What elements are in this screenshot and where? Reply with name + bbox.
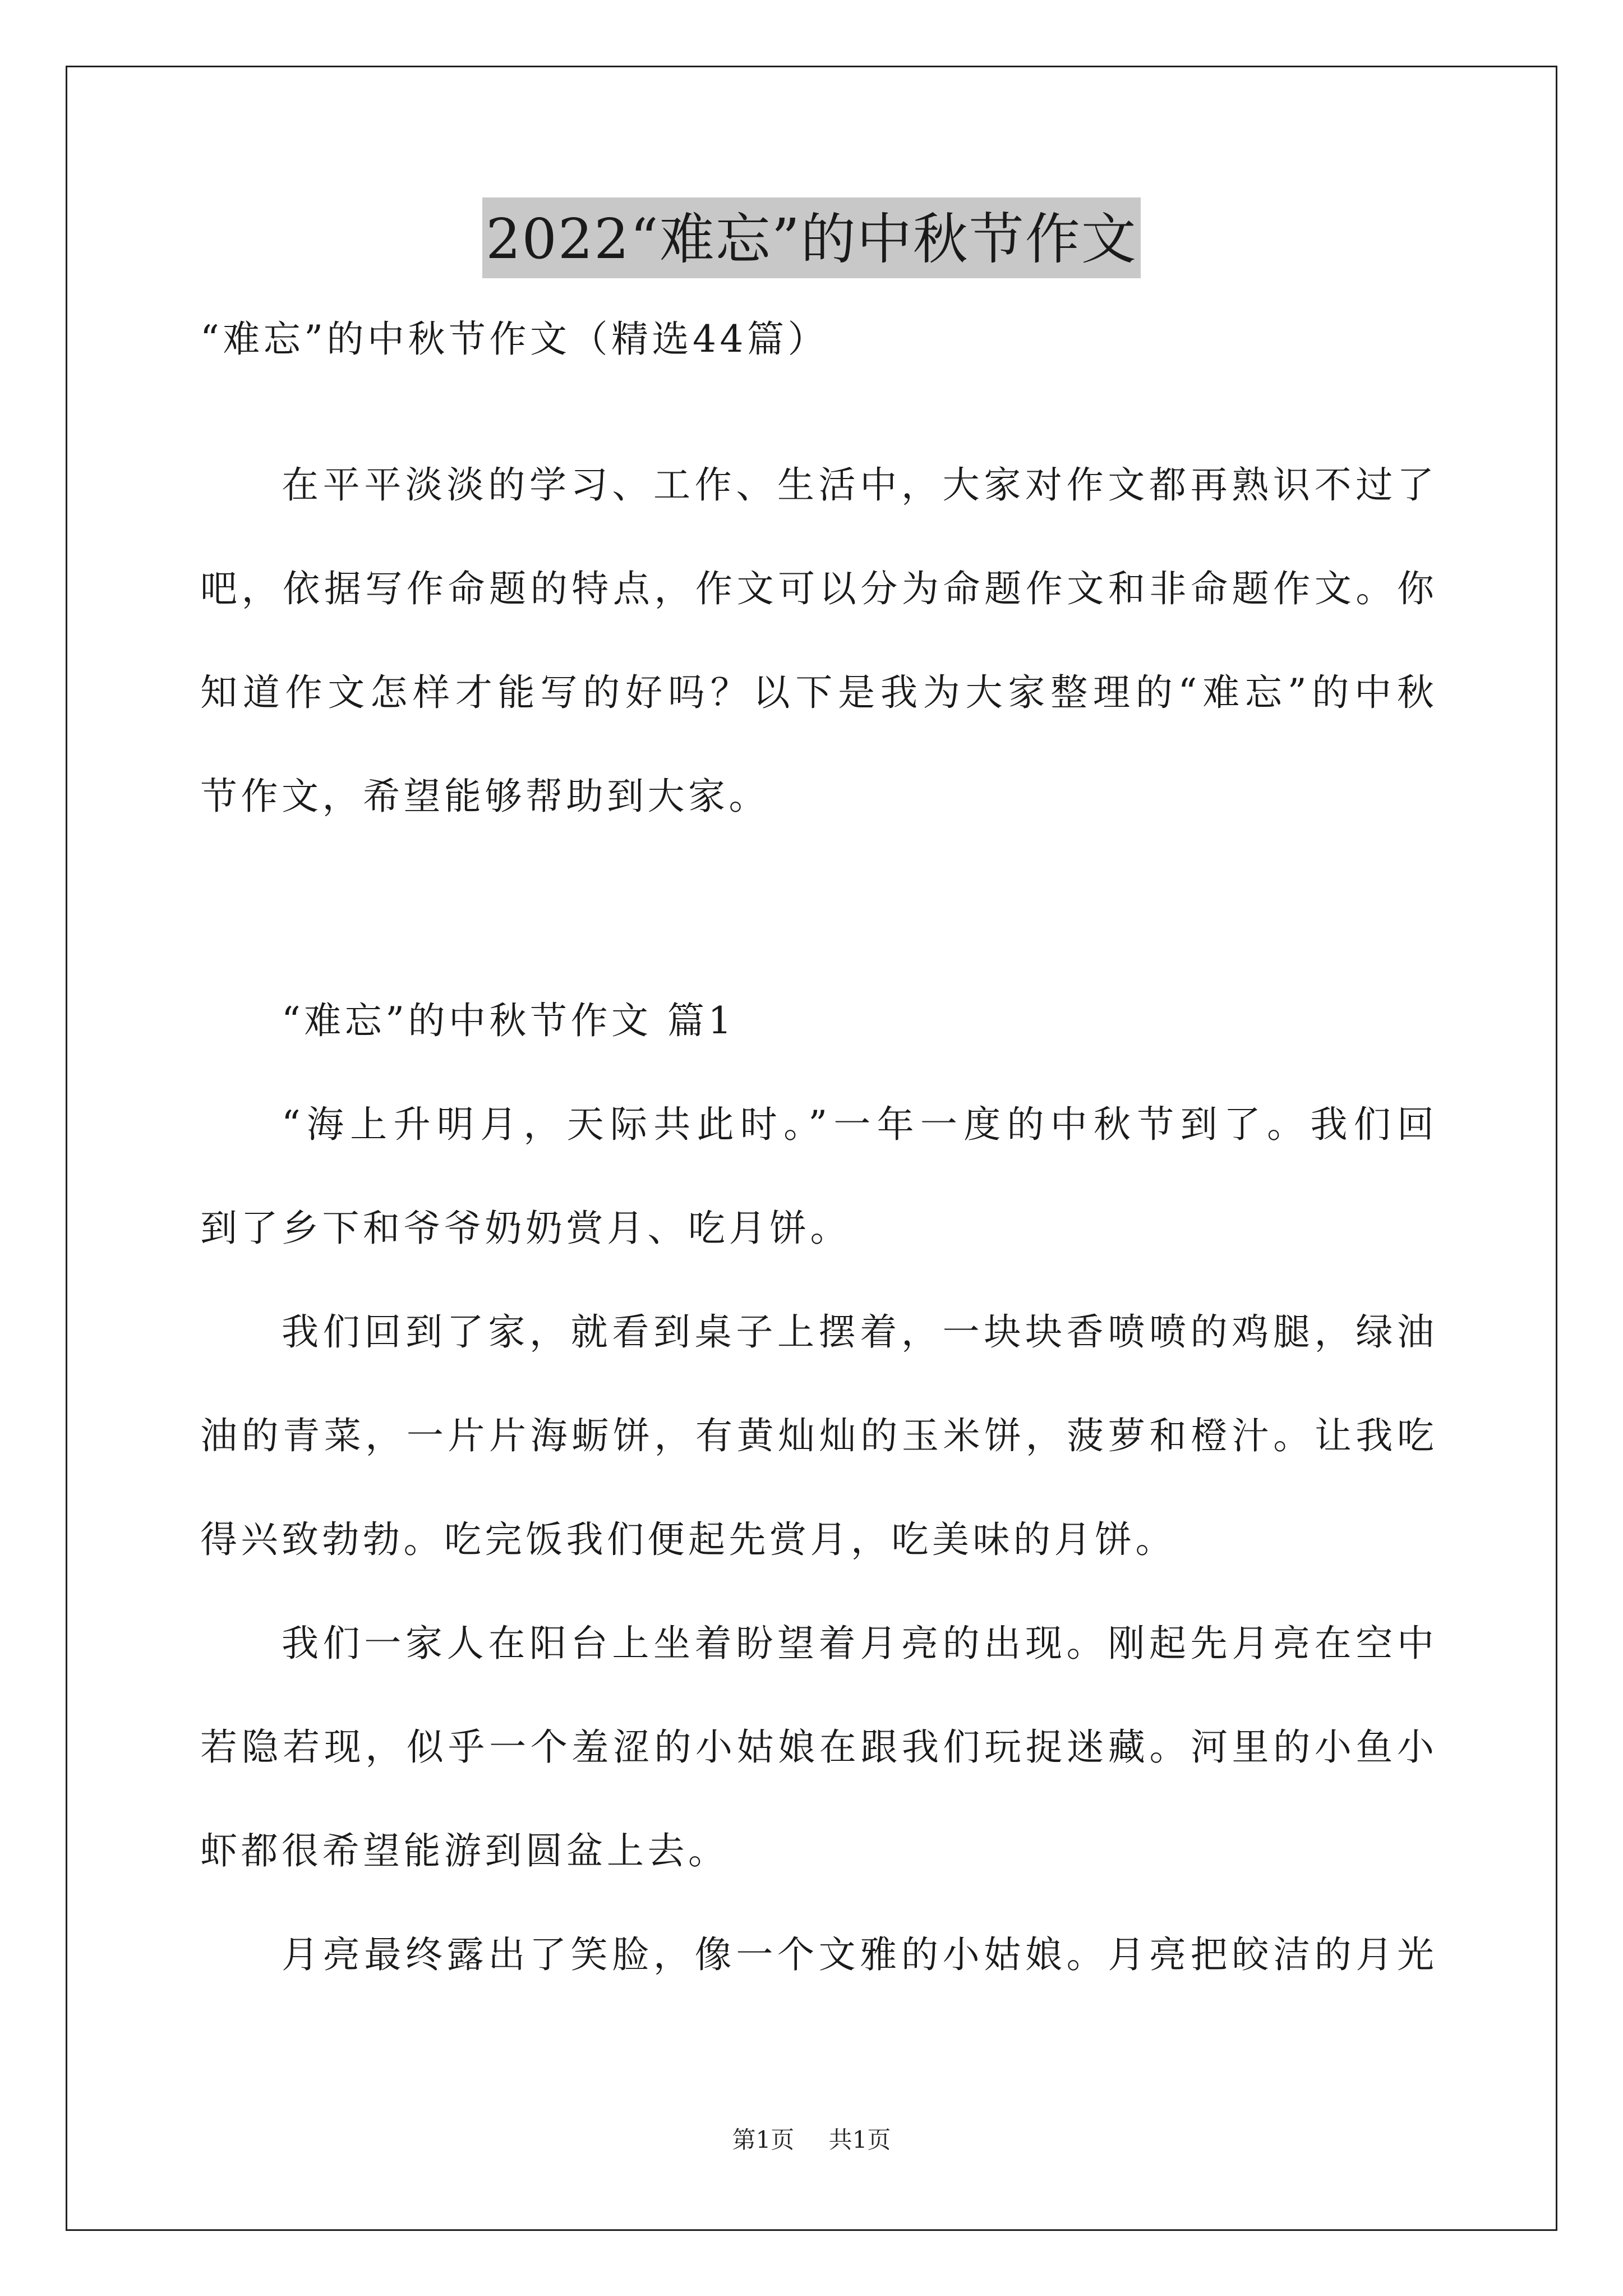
paragraph-line: 若隐若现，似乎一个羞涩的小姑娘在跟我们玩捉迷藏。河里的小鱼小 bbox=[200, 1726, 1434, 1769]
paragraph-line: 我们一家人在阳台上坐着盼望着月亮的出现。刚起先月亮在空中 bbox=[282, 1622, 1434, 1665]
intro-line: 在平平淡淡的学习、工作、生活中，大家对作文都再熟识不过了 bbox=[282, 463, 1434, 507]
page-number-total: 共1页 bbox=[828, 2126, 891, 2154]
paragraph-line: “海上升明月，天际共此时。”一年一度的中秋节到了。我们回 bbox=[282, 1103, 1434, 1146]
intro-line: 节作文，希望能够帮助到大家。 bbox=[200, 775, 769, 818]
document-subtitle: “难忘”的中秋节作文（精选44篇） bbox=[200, 318, 828, 361]
paragraph-line: 油的青菜，一片片海蛎饼，有黄灿灿的玉米饼，菠萝和橙汁。让我吃 bbox=[200, 1414, 1434, 1457]
paragraph-line: 虾都很希望能游到圆盆上去。 bbox=[200, 1829, 729, 1872]
document-title: 2022“难忘”的中秋节作文 bbox=[482, 197, 1141, 278]
page-number-current: 第1页 bbox=[732, 2126, 795, 2154]
intro-line: 吧，依据写作命题的特点，作文可以分为命题作文和非命题作文。你 bbox=[200, 567, 1434, 610]
page-footer bbox=[0, 2124, 1623, 2156]
section-heading: “难忘”的中秋节作文 篇1 bbox=[282, 999, 735, 1042]
paragraph-line: 我们回到了家，就看到桌子上摆着，一块块香喷喷的鸡腿，绿油 bbox=[282, 1310, 1434, 1354]
paragraph-line: 到了乡下和爷爷奶奶赏月、吃月饼。 bbox=[200, 1207, 851, 1250]
paragraph-line: 得兴致勃勃。吃完饭我们便起先赏月，吃美味的月饼。 bbox=[200, 1518, 1176, 1561]
paragraph-line: 月亮最终露出了笑脸，像一个文雅的小姑娘。月亮把皎洁的月光 bbox=[282, 1933, 1434, 1976]
title-container bbox=[0, 197, 1623, 278]
intro-line: 知道作文怎样才能写的好吗？以下是我为大家整理的“难忘”的中秋 bbox=[200, 671, 1434, 714]
